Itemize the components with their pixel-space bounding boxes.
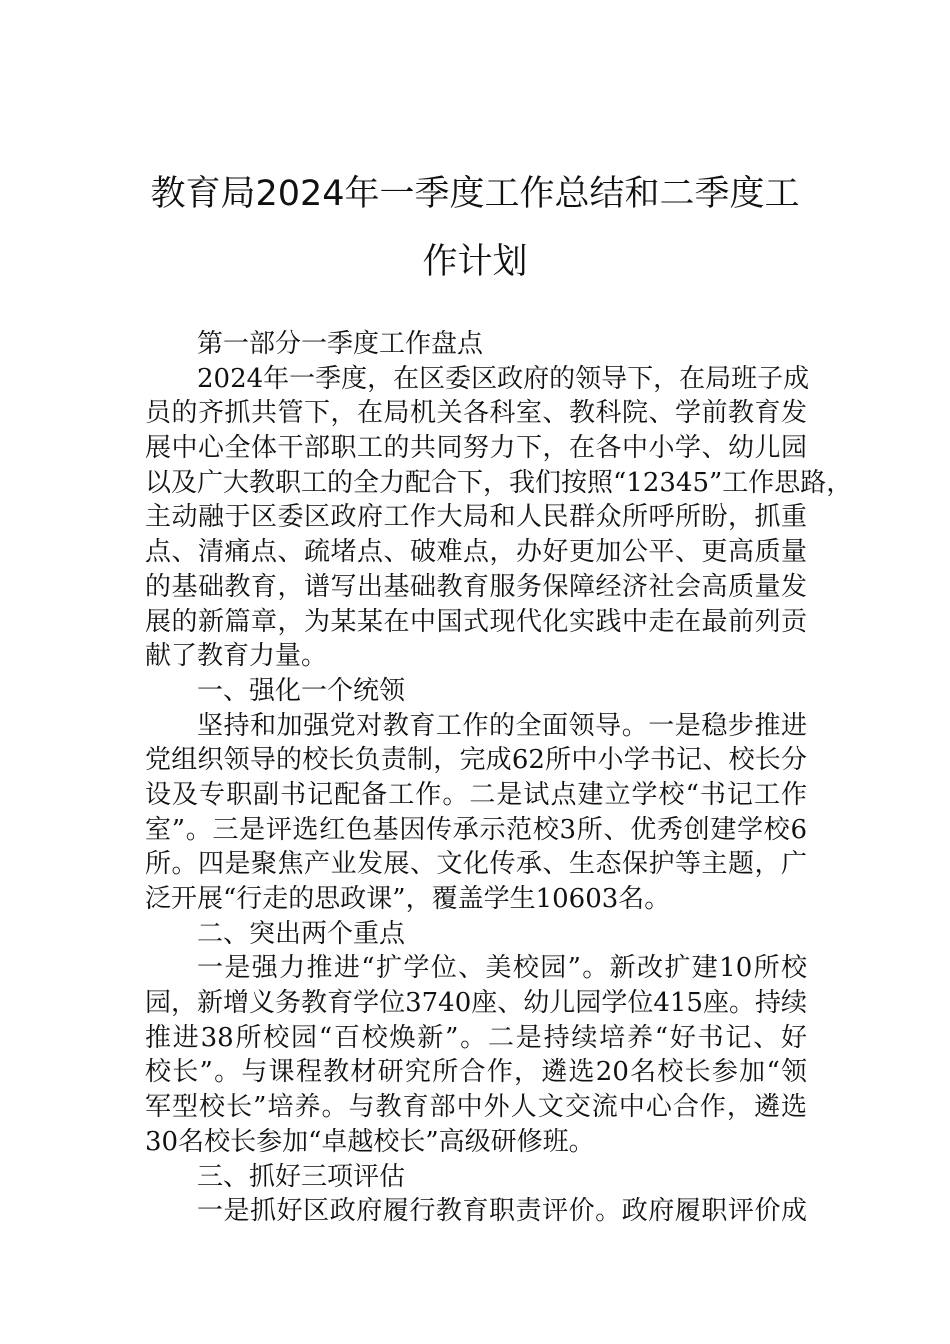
body-line: 点、清痛点、疏堵点、破难点，办好更加公平、更高质量	[145, 537, 807, 568]
body-line: 三、抓好三项评估	[197, 1161, 406, 1192]
body-line: 一是强力推进“扩学位、美校园”。新改扩建10所校	[197, 953, 807, 984]
body-line: 30名校长参加“卓越校长”高级研修班。	[145, 1126, 595, 1157]
title-line-1: 教育局2024年一季度工作总结和二季度工	[150, 174, 800, 214]
body-line: 校长”。与课程教材研究所合作，遴选20名校长参加“领	[145, 1057, 807, 1088]
body-line: 一、强化一个统领	[197, 675, 406, 706]
body-line: 的基础教育，谱写出基础教育服务保障经济社会高质量发	[145, 571, 807, 602]
body-line: 党组织领导的校长负责制，完成62所中小学书记、校长分	[145, 745, 807, 776]
body-line: 坚持和加强党对教育工作的全面领导。一是稳步推进	[197, 710, 807, 741]
body-line: 泛开展“行走的思政课”，覆盖学生10603名。	[145, 884, 671, 914]
document-title	[140, 160, 810, 296]
body-line: 展中心全体干部职工的共同努力下，在各中小学、幼儿园	[145, 433, 807, 464]
body-line: 园，新增义务教育学位3740座、幼儿园学位415座。持续	[145, 988, 807, 1019]
body-line: 主动融于区委区政府工作大局和人民群众所呼所盼，抓重	[145, 502, 807, 533]
body-line: 军型校长”培养。与教育部中外人文交流中心合作，遴选	[145, 1092, 807, 1123]
body-line: 设及专职副书记配备工作。二是试点建立学校“书记工作	[145, 779, 807, 810]
body-line: 所。四是聚焦产业发展、文化传承、生态保护等主题，广	[145, 849, 807, 880]
title-line-2: 作计划	[422, 242, 528, 282]
body-line: 以及广大教职工的全力配合下，我们按照“12345”工作思路，	[145, 467, 853, 498]
body-line: 第一部分一季度工作盘点	[197, 329, 484, 359]
body-line: 二、突出两个重点	[197, 918, 406, 949]
document-body	[145, 327, 853, 1229]
body-line: 推进38所校园“百校焕新”。二是持续培养“好书记、好	[145, 1022, 807, 1053]
body-line: 员的齐抓共管下，在局机关各科室、教科院、学前教育发	[145, 398, 807, 429]
body-line: 献了教育力量。	[145, 641, 328, 672]
body-line: 室”。三是评选红色基因传承示范校3所、优秀创建学校6	[145, 814, 807, 845]
body-line: 展的新篇章，为某某在中国式现代化实践中走在最前列贡	[145, 606, 807, 637]
body-line: 2024年一季度，在区委区政府的领导下，在局班子成	[197, 363, 810, 394]
body-line: 一是抓好区政府履行教育职责评价。政府履职评价成	[197, 1196, 807, 1227]
